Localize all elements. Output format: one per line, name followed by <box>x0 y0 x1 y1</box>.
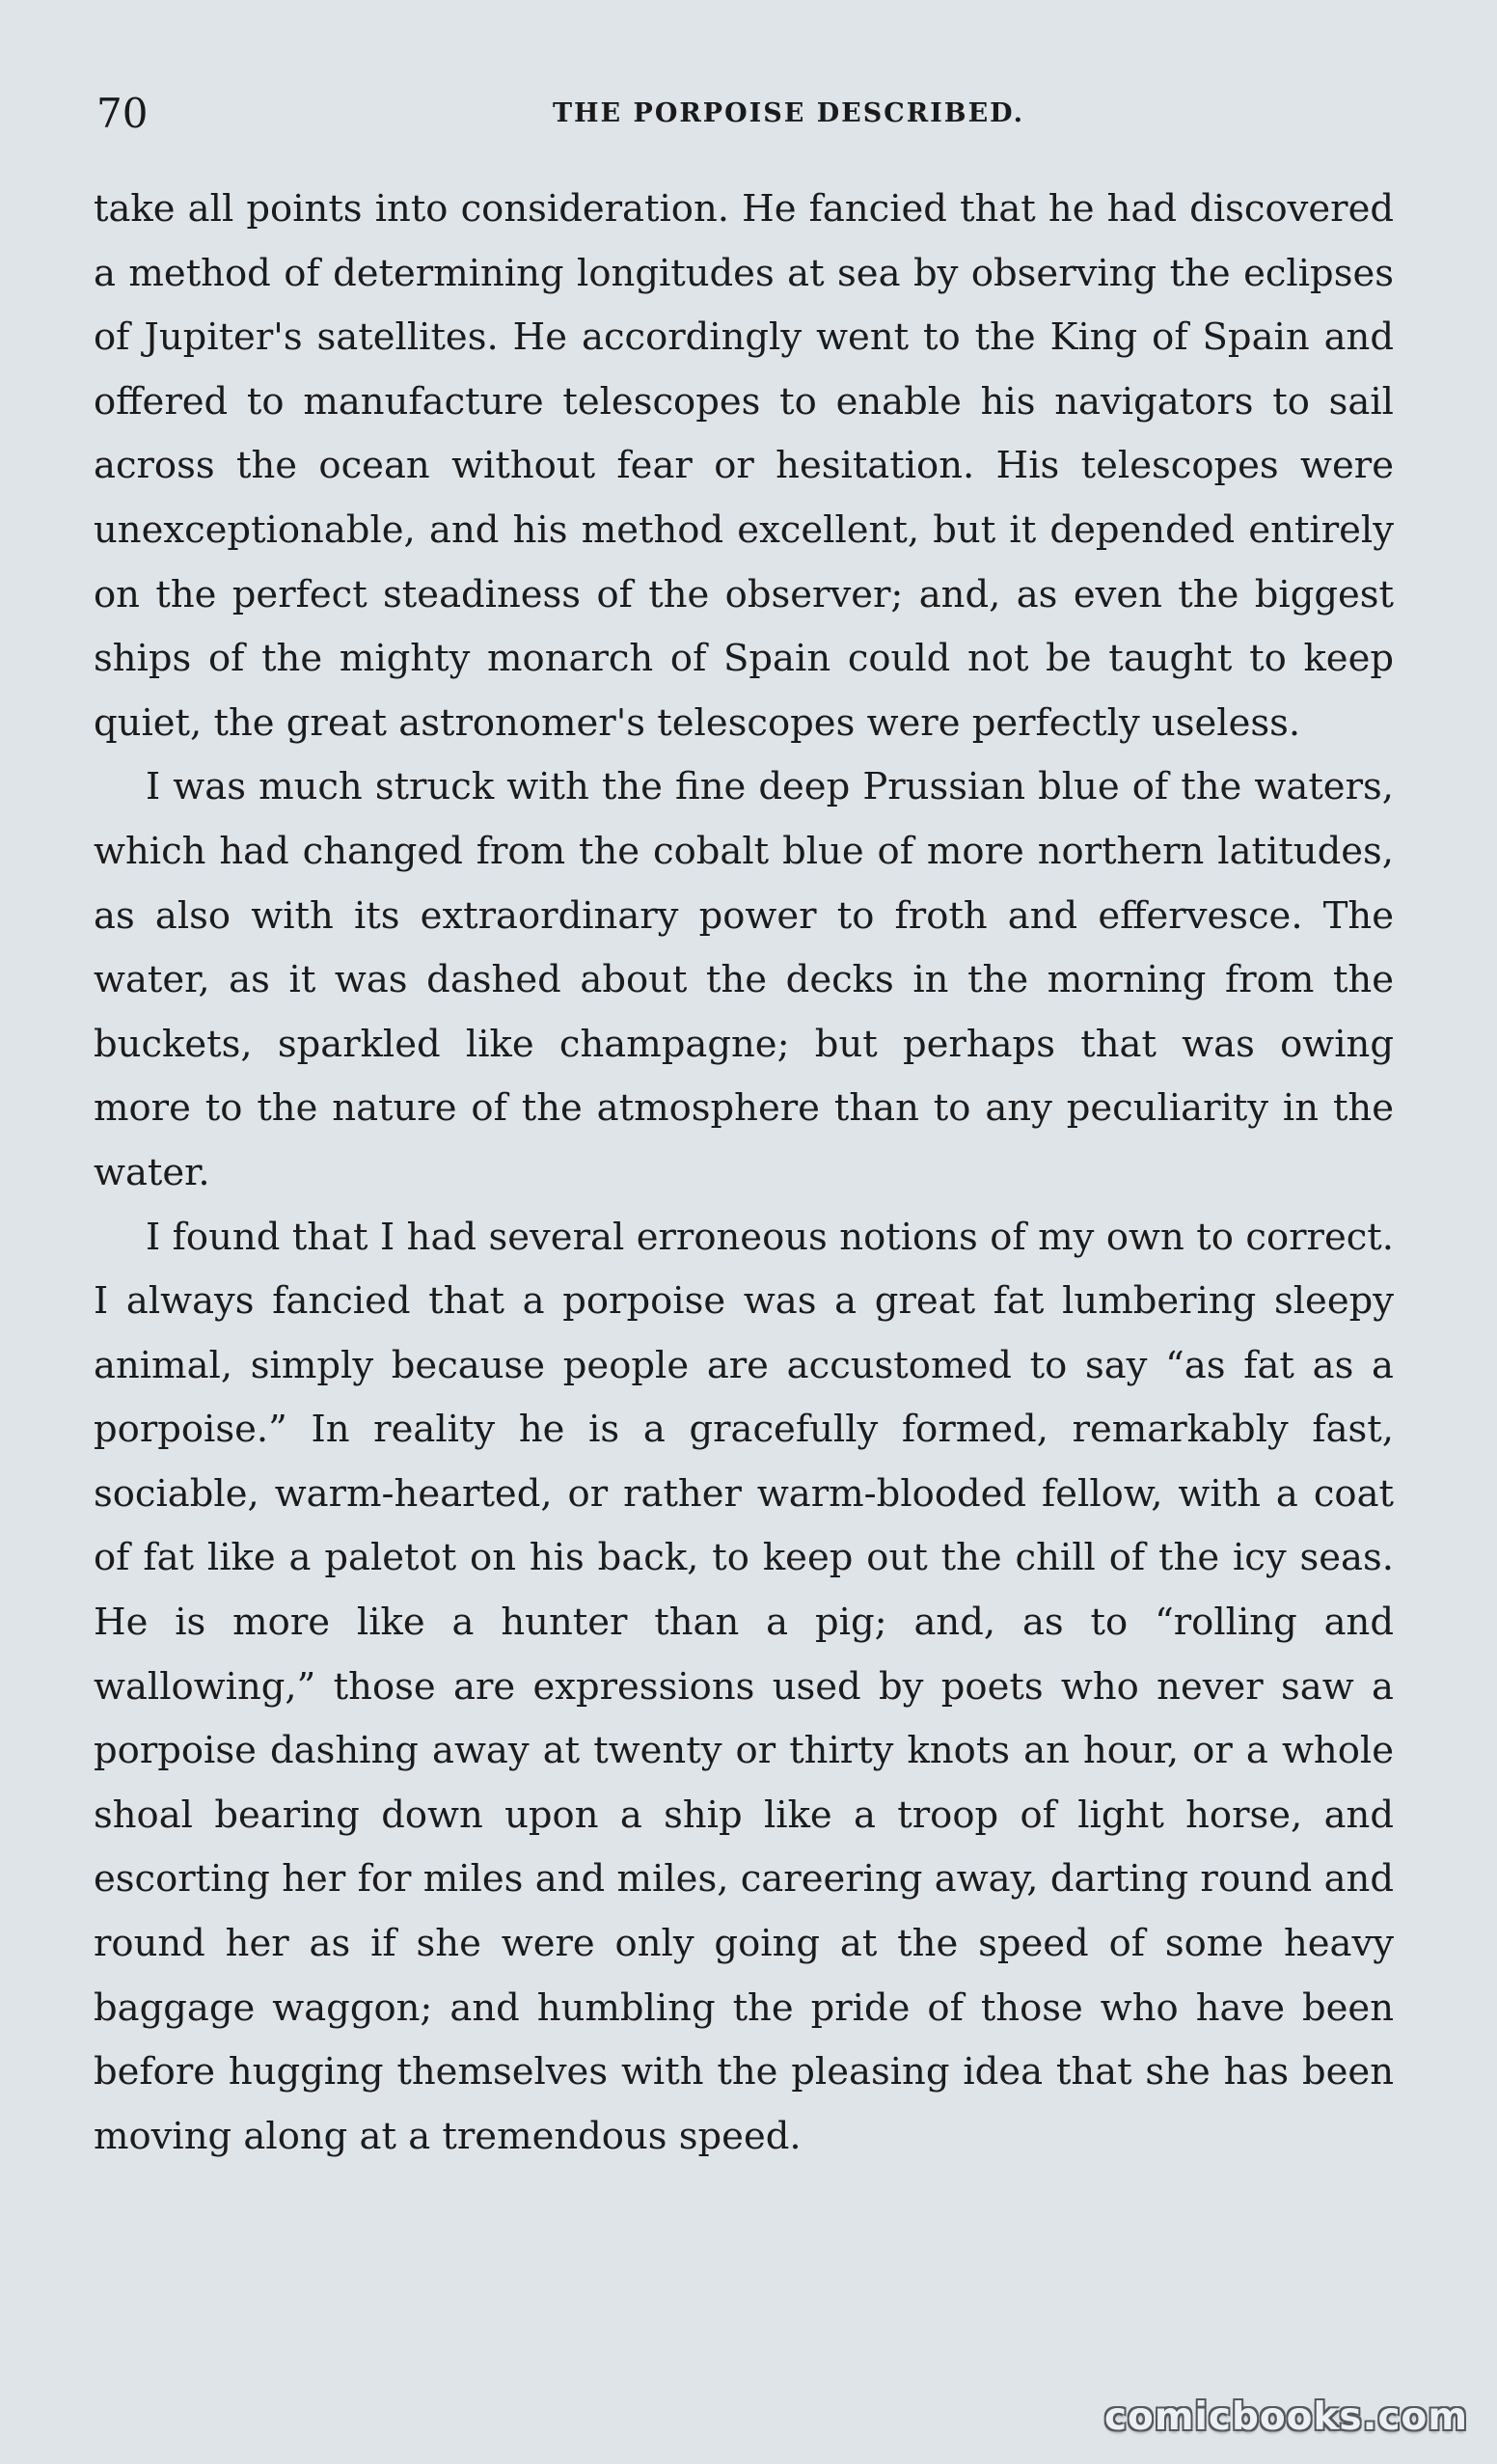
page-number: 70 <box>96 90 149 137</box>
body-text <box>94 178 1394 2169</box>
paragraph-2: I was much struck with the fine deep Prussian blue of the waters, which had changed from the cobalt blue of more northern latitudes, as also with its extraordinary power to froth and effervesce. The water, as it was dashed about the decks in the morning from the buckets, sparkled like champagne; but perhaps that was owing more to the nature of the atmosphere than to any peculiarity in the water. <box>94 765 1394 1194</box>
running-title: THE PORPOISE DESCRIBED. <box>552 98 1025 128</box>
page-header <box>96 85 1394 143</box>
watermark: comicbooks.com <box>1103 2396 1468 2439</box>
paragraph-1: take all points into consideration. He fancied that he had discovered a method of determining longitudes at sea by observing the eclipses of Jupiter's satellites. He accordingly went to the King of Spain and offered to manufacture telescopes to enable his navigators to sail across the ocean without fear or hesitation. His telescopes were unexceptionable, and his method excellent, but it depended entirely on the perfect steadiness of the observer; and, as even the biggest ships of the mighty monarch of Spain could not be taught to keep quiet, the great astronomer's telescopes were perfectly useless. <box>94 187 1394 745</box>
paragraph-3: I found that I had several erroneous notions of my own to correct. I always fancied that a porpoise was a great fat lumbering sleepy animal, simply because people are accustomed to say “as fat as a porpoise.” In reality he is a gracefully formed, remarkably fast, sociable, warm-hearted, or rather warm-blooded fellow, with a coat of fat like a paletot on his back, to keep out the chill of the icy seas. He is more like a hunter than a pig; and, as to “rolling and wallowing,” those are expressions used by poets who never saw a porpoise dashing away at twenty or thirty knots an hour, or a whole shoal bearing down upon a ship like a troop of light horse, and escorting her for miles and miles, careering away, darting round and round her as if she were only going at the speed of some heavy baggage waggon; and humbling the pride of those who have been before hugging themselves with the pleasing idea that she has been moving along at a tremendous speed. <box>94 1215 1394 2158</box>
